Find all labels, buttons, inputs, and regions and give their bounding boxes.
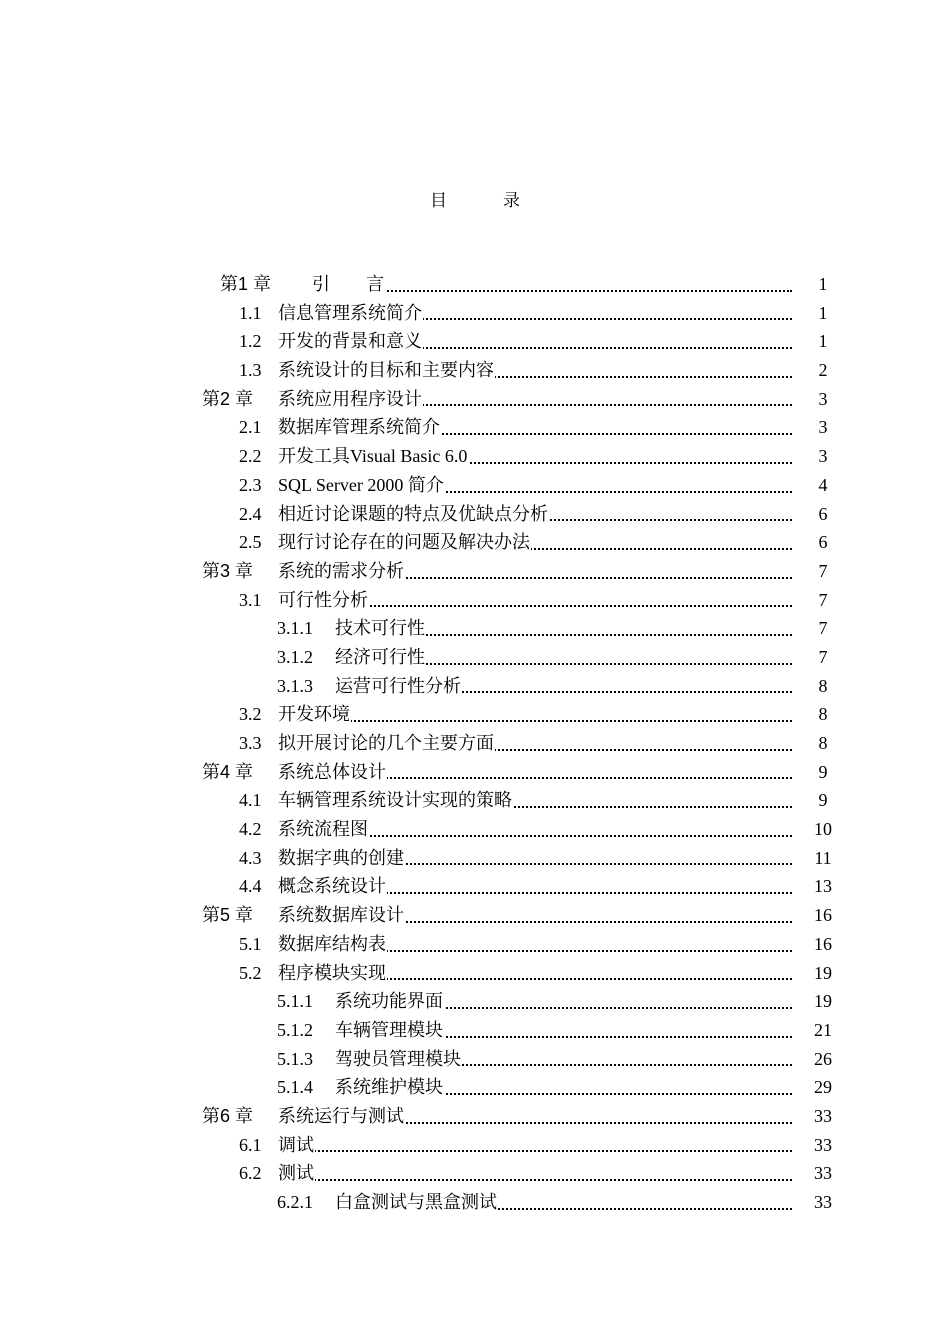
toc-entry[interactable]	[0, 1016, 950, 1045]
toc-entry-number: 第6 章	[202, 1105, 254, 1126]
toc-entry-page: 13	[814, 876, 832, 897]
toc-entry-heading	[239, 327, 792, 356]
toc-entry-page: 3	[818, 417, 828, 438]
toc-entry-number: 3.2	[239, 704, 262, 725]
toc-entry-page: 6	[818, 532, 828, 553]
toc-entry-number: 5.1.3	[277, 1048, 313, 1069]
toc-entry-number: 3.1.1	[277, 618, 313, 639]
toc-entry[interactable]	[0, 844, 950, 873]
toc-entry[interactable]	[0, 1131, 950, 1160]
toc-entry-page: 9	[818, 790, 828, 811]
toc-entry-heading	[277, 1073, 792, 1102]
toc-entry-number: 4.1	[239, 790, 262, 811]
toc-entry-page: 2	[818, 360, 828, 381]
toc-entry[interactable]	[0, 385, 950, 414]
toc-entry-label: 信息管理系统简介	[278, 302, 422, 323]
toc-entry[interactable]	[0, 1102, 950, 1131]
toc-entry[interactable]	[0, 614, 950, 643]
toc-entry-heading	[239, 1131, 792, 1160]
toc-entry[interactable]	[0, 1188, 950, 1217]
toc-entry-label: 经济可行性	[335, 646, 425, 667]
dot-leader	[239, 1148, 792, 1152]
toc-entry-page: 1	[818, 302, 828, 323]
toc-entry-heading	[239, 815, 792, 844]
toc-entry[interactable]	[0, 500, 950, 529]
toc-entry-page: 7	[818, 589, 828, 610]
toc-entry-number: 4.3	[239, 847, 262, 868]
toc-entry-heading	[277, 672, 792, 701]
toc-entry[interactable]	[0, 528, 950, 557]
toc-entry-heading	[239, 930, 792, 959]
toc-entry-label: 系统应用程序设计	[278, 388, 422, 409]
toc-entry[interactable]	[0, 1045, 950, 1074]
toc-entry-label: 开发环境	[278, 704, 350, 725]
toc-entry-heading	[239, 471, 792, 500]
toc-entry-page: 26	[814, 1048, 832, 1069]
toc-entry-number: 3.1	[239, 589, 262, 610]
toc-entry-page: 7	[818, 618, 828, 639]
toc-entry-number: 1.1	[239, 302, 262, 323]
toc-entry-heading	[239, 1159, 792, 1188]
toc-entry-page: 10	[814, 819, 832, 840]
toc-entry-heading	[239, 528, 792, 557]
toc-entry-number: 3.1.2	[277, 646, 313, 667]
toc-entry-label: 系统运行与测试	[278, 1105, 404, 1126]
toc-entry-label: 系统的需求分析	[278, 560, 404, 581]
toc-entry-number: 4.2	[239, 819, 262, 840]
toc-entry-label: 车辆管理模块	[335, 1019, 443, 1040]
toc-entry-page: 33	[814, 1134, 832, 1155]
toc-entry-number: 2.4	[239, 503, 262, 524]
toc-entry-heading	[202, 1102, 792, 1131]
toc-entry[interactable]	[0, 872, 950, 901]
toc-entry-number: 2.5	[239, 532, 262, 553]
dot-leader	[239, 1177, 792, 1181]
toc-entry-number: 5.2	[239, 962, 262, 983]
toc-entry-heading	[202, 385, 792, 414]
toc-entry-heading	[239, 500, 792, 529]
toc-entry-label: 开发工具Visual Basic 6.0	[278, 446, 468, 467]
toc-entry-label: 拟开展讨论的几个主要方面	[278, 733, 494, 753]
toc-entry-heading	[202, 901, 792, 930]
toc-entry[interactable]	[0, 1159, 950, 1188]
toc-entry-heading	[239, 729, 792, 758]
toc-entry[interactable]	[0, 471, 950, 500]
toc-entry[interactable]	[0, 442, 950, 471]
toc-entry[interactable]	[0, 586, 950, 615]
toc-entry-heading	[220, 270, 792, 299]
toc-entry-page: 7	[818, 560, 828, 581]
toc-entry[interactable]	[0, 643, 950, 672]
toc-entry-page: 29	[814, 1077, 832, 1098]
toc-entry-label: 数据库结构表	[278, 933, 386, 954]
toc-entry-heading	[202, 758, 792, 787]
toc-entry-number: 3.1.3	[277, 675, 313, 696]
toc-entry-label: 引 言	[312, 274, 384, 294]
toc-entry-number: 6.1	[239, 1134, 262, 1155]
toc-entry[interactable]	[0, 959, 950, 988]
toc-entry-heading	[202, 557, 792, 586]
toc-entry-heading	[239, 413, 792, 442]
toc-entry-page: 3	[818, 388, 828, 409]
toc-entry[interactable]	[0, 930, 950, 959]
toc-entry-number: 5.1	[239, 933, 262, 954]
toc-entry-heading	[239, 700, 792, 729]
toc-entry-page: 8	[818, 704, 828, 725]
toc-entry[interactable]	[0, 729, 950, 758]
toc-title-right: 录	[503, 191, 520, 210]
toc-entry-label: 开发的背景和意义	[278, 331, 422, 352]
toc-entry-label: 数据字典的创建	[278, 847, 404, 868]
toc-entry[interactable]	[0, 356, 950, 385]
toc-entry-heading	[277, 1188, 792, 1217]
toc-entry-label: 程序模块实现	[278, 962, 386, 983]
toc-entry-label: 可行性分析	[278, 589, 368, 610]
toc-entry-label: 现行讨论存在的问题及解决办法	[278, 532, 530, 553]
toc-entry[interactable]	[0, 987, 950, 1016]
toc-entry-heading	[277, 1016, 792, 1045]
toc-entry-number: 1.2	[239, 331, 262, 352]
toc-entry-heading	[239, 786, 792, 815]
toc-entry-number: 5.1.2	[277, 1019, 313, 1040]
toc-entry-heading	[239, 586, 792, 615]
toc-entry[interactable]	[0, 557, 950, 586]
toc-entry-number: 5.1.1	[277, 991, 313, 1012]
toc-entry[interactable]	[0, 786, 950, 815]
toc-entry-label: 运营可行性分析	[335, 675, 461, 696]
toc-entry-number: 2.3	[239, 474, 262, 495]
toc-entry-number: 第2 章	[202, 388, 254, 409]
toc-entry-label: 系统流程图	[278, 819, 368, 840]
toc-entry-label: 数据库管理系统简介	[278, 417, 440, 438]
toc-entry-page: 4	[818, 474, 828, 495]
toc-entry-page: 11	[814, 847, 832, 868]
toc-entry-page: 19	[814, 962, 832, 983]
toc-entry-heading	[239, 872, 792, 901]
toc-entry[interactable]	[0, 1073, 950, 1102]
toc-entry-page: 7	[818, 646, 828, 667]
toc-entry-heading	[239, 844, 792, 873]
toc-entry[interactable]	[0, 672, 950, 701]
toc-entry-heading	[277, 987, 792, 1016]
toc-entry-page: 1	[818, 331, 828, 352]
toc-entry-number: 3.3	[239, 733, 262, 753]
toc-entry-label: 技术可行性	[335, 618, 425, 639]
toc-entry-label: 测试	[278, 1163, 314, 1184]
toc-entry-number: 2.2	[239, 446, 262, 467]
toc-entry-label: 调试	[278, 1134, 314, 1155]
toc-entry-number: 6.2.1	[277, 1192, 313, 1212]
toc-entry[interactable]	[0, 901, 950, 930]
toc-entry[interactable]	[0, 299, 950, 328]
toc-entry-label: 系统设计的目标和主要内容	[278, 360, 494, 381]
toc-entry-label: SQL Server 2000 简介	[278, 474, 444, 495]
toc-entry-number: 5.1.4	[277, 1077, 313, 1098]
toc-entry-label: 系统数据库设计	[278, 905, 404, 926]
toc-entry-number: 4.4	[239, 876, 262, 897]
toc-entry-label: 车辆管理系统设计实现的策略	[278, 790, 512, 811]
toc-entry-label: 概念系统设计	[278, 876, 386, 897]
toc-entry-label: 白盒测试与黑盒测试	[335, 1192, 497, 1212]
toc-entry-number: 第4 章	[202, 761, 254, 782]
toc-entry-label: 系统总体设计	[278, 761, 386, 782]
toc-entry-page: 33	[814, 1163, 832, 1184]
toc-entry-page: 6	[818, 503, 828, 524]
toc-entry-page: 33	[814, 1192, 832, 1212]
toc-entry-heading	[239, 442, 792, 471]
toc-entry-number: 第5 章	[202, 905, 254, 926]
toc-entry-heading	[239, 959, 792, 988]
toc-entry[interactable]	[0, 413, 950, 442]
toc-entry-number: 1.3	[239, 360, 262, 381]
toc-entry-heading	[277, 1045, 792, 1074]
table-of-contents	[0, 270, 950, 1217]
toc-entry-heading	[239, 356, 792, 385]
toc-entry-page: 16	[814, 933, 832, 954]
toc-entry[interactable]	[0, 327, 950, 356]
toc-entry-number: 第1 章	[220, 274, 272, 294]
toc-entry[interactable]	[0, 815, 950, 844]
toc-entry-page: 8	[818, 675, 828, 696]
toc-entry-number: 第3 章	[202, 560, 254, 581]
toc-entry-heading	[277, 643, 792, 672]
toc-entry-page: 9	[818, 761, 828, 782]
toc-entry-number: 2.1	[239, 417, 262, 438]
toc-entry-page: 33	[814, 1105, 832, 1126]
toc-entry-page: 16	[814, 905, 832, 926]
toc-entry-label: 系统维护模块	[335, 1077, 443, 1098]
toc-entry-heading	[239, 299, 792, 328]
toc-entry-page: 19	[814, 991, 832, 1012]
toc-entry-label: 系统功能界面	[335, 991, 443, 1012]
toc-entry-number: 6.2	[239, 1163, 262, 1184]
toc-title	[0, 186, 950, 211]
toc-entry-page: 8	[818, 733, 828, 753]
toc-entry-label: 相近讨论课题的特点及优缺点分析	[278, 503, 548, 524]
toc-entry-page: 1	[818, 274, 828, 294]
toc-title-left: 目	[430, 191, 447, 210]
toc-entry-heading	[277, 614, 792, 643]
toc-entry-page: 21	[814, 1019, 832, 1040]
toc-entry-page: 3	[818, 446, 828, 467]
toc-entry-label: 驾驶员管理模块	[335, 1048, 461, 1069]
toc-entry[interactable]	[0, 700, 950, 729]
toc-entry[interactable]	[0, 758, 950, 787]
toc-entry[interactable]	[0, 270, 950, 299]
